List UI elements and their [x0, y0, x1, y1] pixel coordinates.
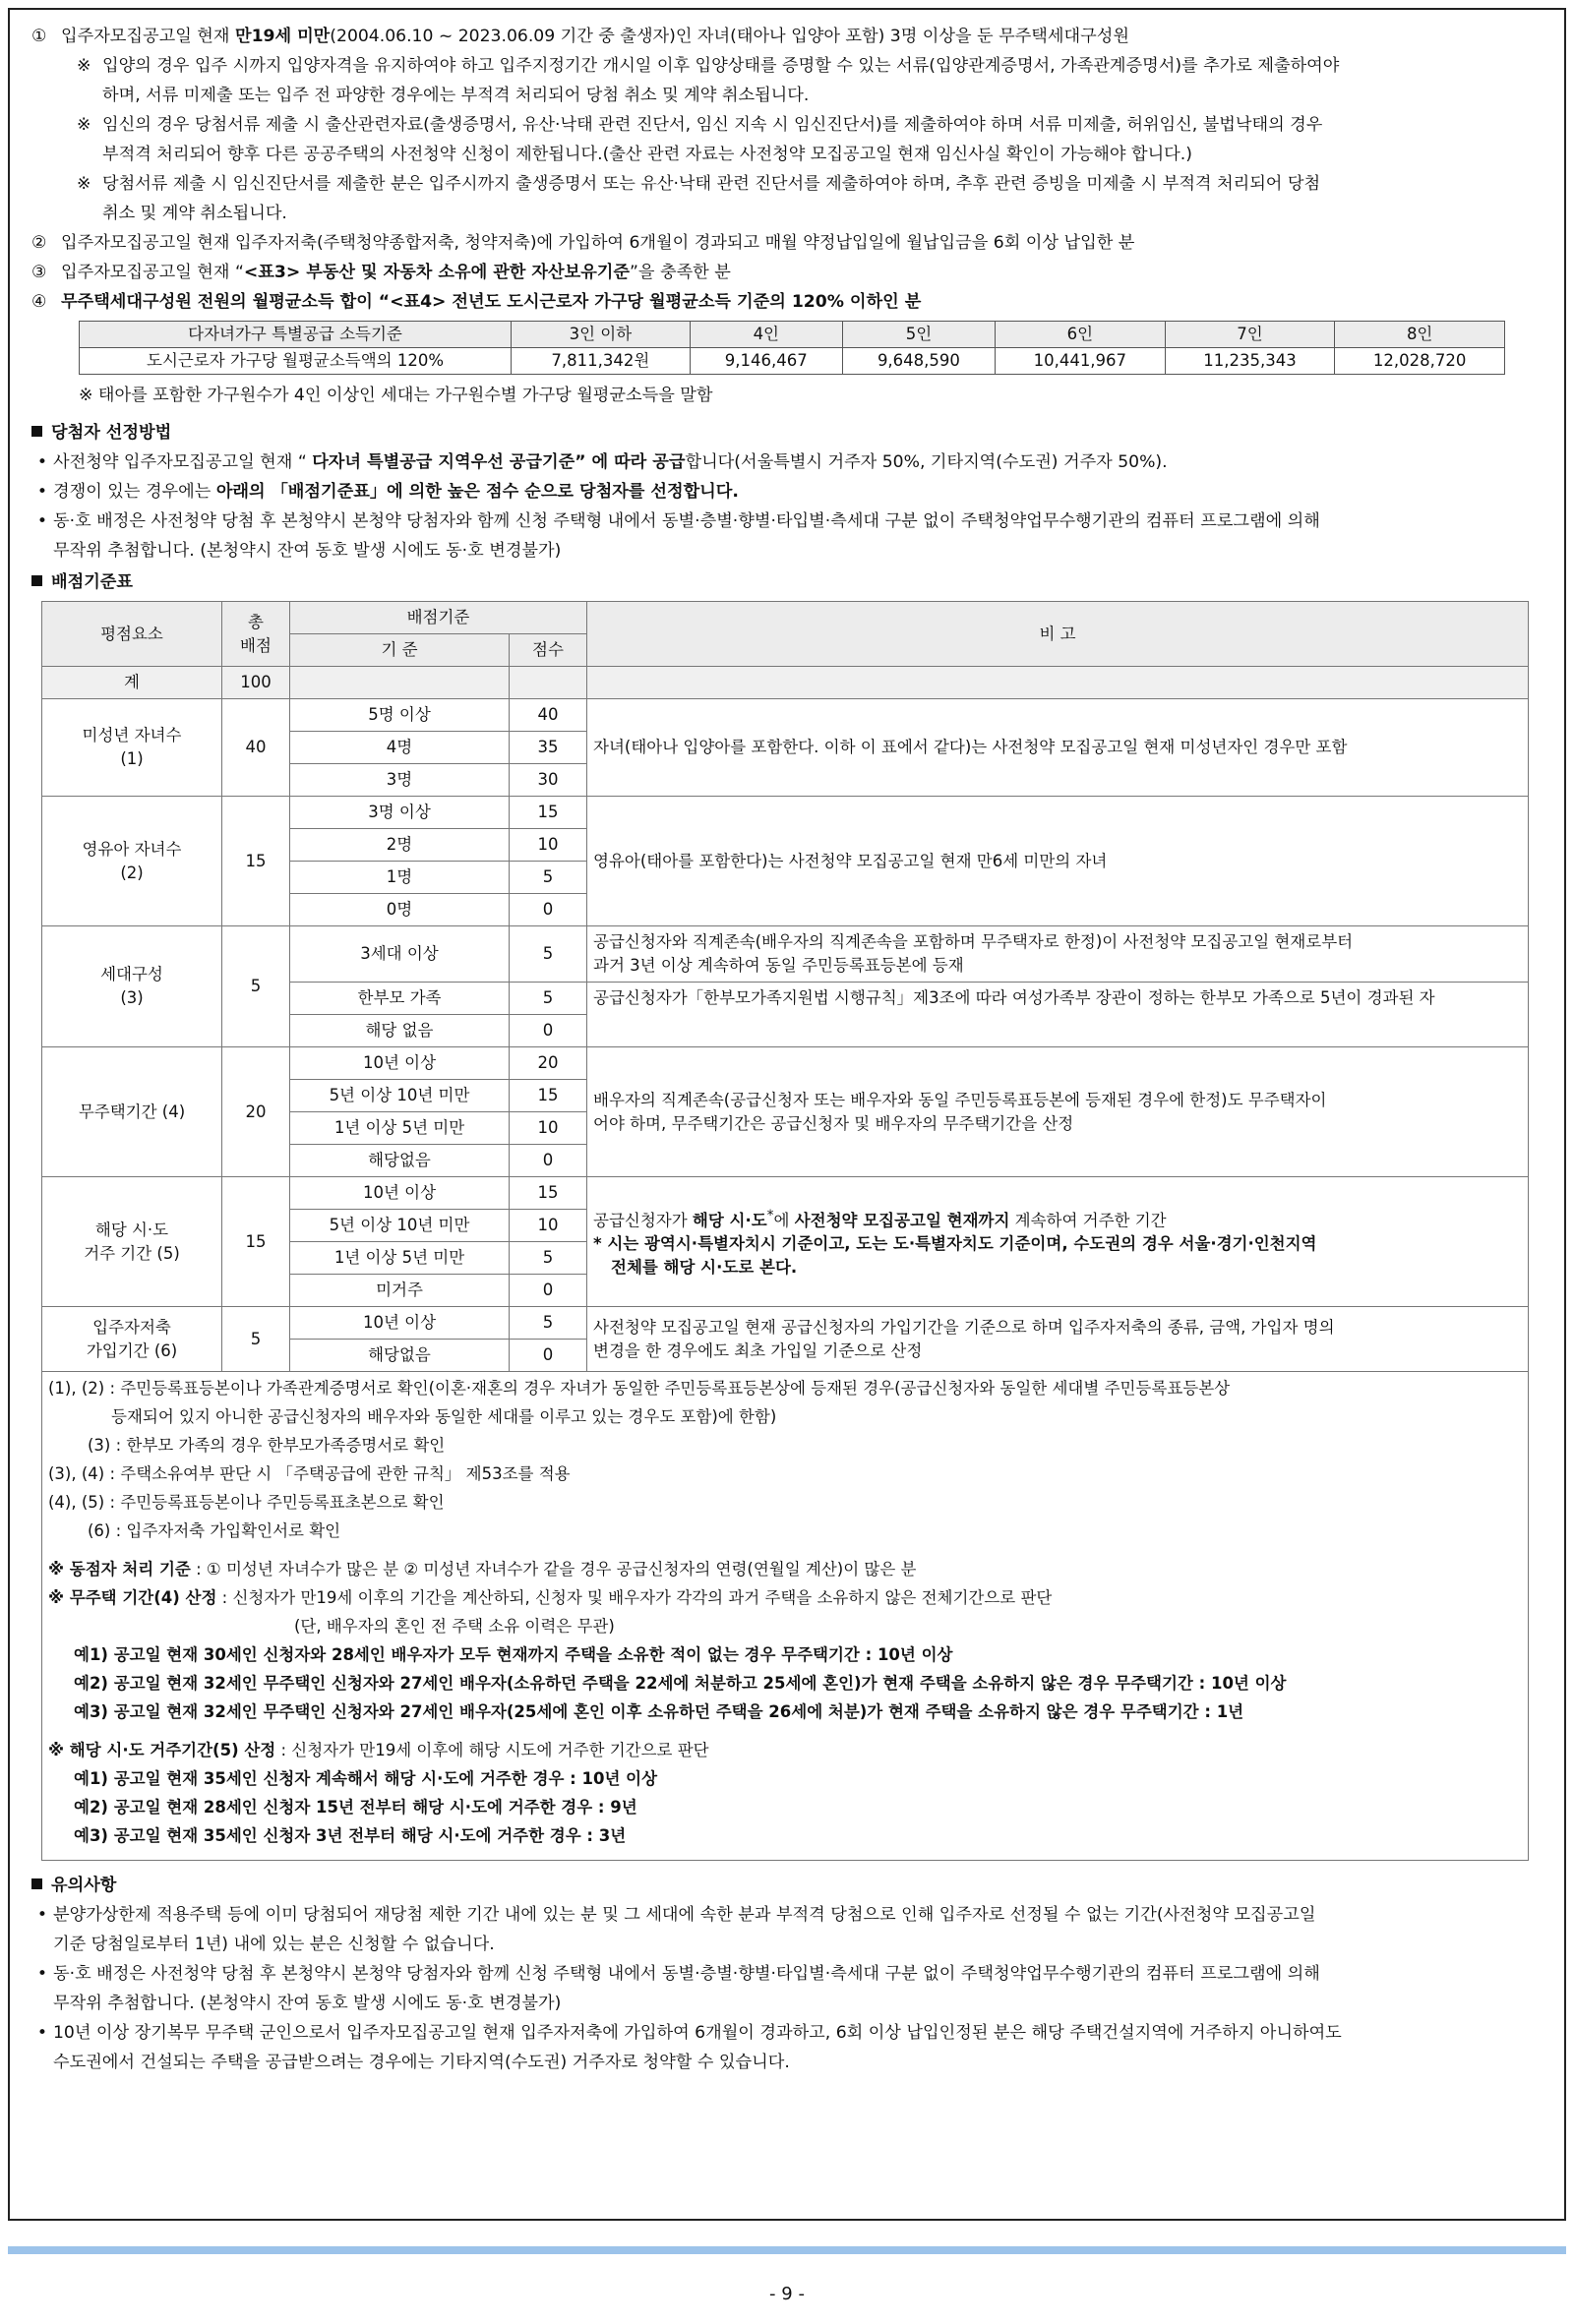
item-number: ① [31, 27, 47, 46]
score-criteria-table [41, 601, 1529, 1372]
table-row: 해당없음 0 [42, 1340, 1529, 1372]
item-text: 입주자모집공고일 현재 입주자저축(주택청약종합저축, 청약저축)에 가입하여 6개월이 경과되고 매월 약정납입일에 월납입금을 6회 이상 납입한 분 [61, 233, 1135, 253]
tie-breaker-rule: ※ 동점자 처리 기준 : ① 미성년 자녀수가 많은 분 ② 미성년 자녀수가 같을 경우 공급신청자의 연령(연월일 계산)이 많은 분 [48, 1560, 917, 1579]
table-row: 해당 시·도 거주 기간 (5) 15 10년 이상 15 공급신청자가 해당 시·도*에 사전청약 모집공고일 현재까지 계속하여 거주한 기간 * 시는 광역시·특별자치시 기준이고, 도는 도·특별자치도 기준이며, 수도권의 경우 서울·경기·인천지역 전체를 해당 시·도로 본다. [42, 1177, 1529, 1210]
table-row: 세대구성 (3) 5 3세대 이상 5 공급신청자와 직계존속(배우자의 직계존속을 포함하며 무주택자로 한정)이 사전청약 모집공고일 현재로부터 과거 3년 이상 계속하여 동일 주민등록표등본에 등재 [42, 926, 1529, 983]
caution-bullet-3: • 10년 이상 장기복무 무주택 군인으로서 입주자모집공고일 현재 입주자저축에 가입하여 6개월이 경과하고, 6회 이상 납입인정된 분은 해당 주택건설지역에 거주하지 아니하여도 수도권에서 건설되는 주택을 공급받으려는 경우에는 기타지역(수도권) 거주자로 청약할 수 있습니다. [31, 2018, 1546, 2077]
selection-bullet-3: • 동·호 배정은 사전청약 당첨 후 본청약시 본청약 당첨자와 함께 신청 주택형 내에서 동별·층별·향별·타입별·측세대 구분 없이 주택청약업무수행기관의 컴퓨터 프로그램에 의해 무작위 추첨합니다. (본청약시 잔여 동호 발생 시에도 동·호 변경불가) [31, 507, 1546, 566]
table-row: 해당없음 0 [42, 1145, 1529, 1177]
score-table-footnotes: (1), (2) : 주민등록표등본이나 가족관계증명서로 확인(이혼·재혼의 경우 자녀가 동일한 주민등록표등본상에 등재된 경우(공급신청자와 동일한 세대별 주민등록표등본상 등재되어 있지 아니한 공급신청자의 배우자와 동일한 세대를 이루고 있는 경우도 포함)에 한함) (3) : 한부모 가족의 경우 한부모가족증명서로 확인 (3), (4) : 주택소유여부 판단 시 「주택공급에 관한 규칙」 제53조를 적용 (4), (5) : 주민등록표등본이나 주민등록표초본으로 확인 (6) : 입주자저축 가입확인서로 확인 ※ 동점자 처리 기준 : ① 미성년 자녀수가 많은 분 ② 미성년 자녀수가 같을 경우 공급신청자의 연령(연월일 계산)이 많은 분 ※ 무주택 기간(4) 산정 : 신청자가 만19세 이후의 기간을 계산하되, 신청자 및 배우자가 각각의 과거 주택을 소유하지 않은 전체기간으로 판단 (단, 배우자의 혼인 전 주택 소유 이력은 무관) 예1) 공고일 현재 30세인 신청자와 28세인 배우자가 모두 현재까지 주택을 소유한 적이 없는 경우 무주택기간 : 10년 이상 예2) 공고일 현재 32세인 무주택인 신청자와 27세인 배우자(소유하던 주택을 22세에 처분하고 25세에 혼인)가 현재 주택을 소유하지 않은 경우 무주택기간 : 10년 이상 예3) 공고일 현재 32세인 무주택인 신청자와 27세인 배우자(25세에 혼인 이후 소유하던 주택을 26세에 처분)가 현재 주택을 소유하지 않은 경우 무주택기간 : 1년 ※ 해당 시·도 거주기간(5) 산정 : 신청자가 만19세 이후에 해당 시도에 거주한 기간으로 판단 예1) 공고일 현재 35세인 신청자 계속해서 해당 시·도에 거주한 경우 : 10년 이상 예2) 공고일 현재 28세인 신청자 15년 전부터 해당 시·도에 거주한 경우 : 9년 예3) 공고일 현재 35세인 신청자 3년 전부터 해당 시·도에 거주한 경우 : 3년 [41, 1372, 1529, 1861]
table-row: 4명 35 [42, 732, 1529, 764]
item-text: (2004.06.10 ~ 2023.06.09 기간 중 출생자)인 자녀(태아나 입양아 포함) 3명 이상을 둔 무주택세대구성원 [330, 27, 1129, 46]
income-standard-table [79, 321, 1505, 375]
bullet-dot-icon: • [36, 452, 48, 472]
caution-bullet-1: • 분양가상한제 적용주택 등에 이미 당첨되어 재당첨 제한 기간 내에 있는 분 및 그 세대에 속한 분과 부적격 당첨으로 인해 입주자로 선정될 수 없는 기간(사전청약 모집공고일 기준 당첨일로부터 1년) 내에 있는 분은 신청할 수 없습니다. [31, 1900, 1546, 1959]
bullet-dot-icon: • [36, 511, 48, 531]
bullet-dot-icon: • [36, 1964, 48, 1984]
table-row: 1년 이상 5년 미만 10 [42, 1112, 1529, 1145]
section-title-score: 배점기준표 [31, 567, 1546, 597]
table-row: 0명 0 [42, 894, 1529, 926]
document-page [8, 8, 1566, 2221]
table-row: 3명 30 [42, 764, 1529, 797]
example-item: 예2) 공고일 현재 32세인 무주택인 신청자와 27세인 배우자(소유하던 주택을 22세에 처분하고 25세에 혼인)가 현재 주택을 소유하지 않은 경우 무주택기간 : 10년 이상 [74, 1674, 1287, 1693]
table-row: 한부모 가족 5 공급신청자가「한부모가족지원법 시행규칙」제3조에 따라 여성가족부 장관이 정하는 한부모 가족으로 5년이 경과된 자 [42, 983, 1529, 1015]
example-item: 예2) 공고일 현재 28세인 신청자 15년 전부터 해당 시·도에 거주한 경우 : 9년 [74, 1798, 637, 1817]
residence-period-rule: ※ 해당 시·도 거주기간(5) 산정 : 신청자가 만19세 이후에 해당 시도에 거주한 기간으로 판단 [48, 1741, 709, 1759]
item-text: 입주자모집공고일 현재 [61, 27, 235, 46]
table-row: 무주택기간 (4) 20 10년 이상 20 배우자의 직계존속(공급신청자 또는 배우자와 동일 주민등록표등본에 등재된 경우에 한정)도 무주택자이 어야 하며, 무주택기간은 공급신청자 및 배우자의 무주택기간을 산정 [42, 1047, 1529, 1080]
section-title-caution: 유의사항 [31, 1871, 1546, 1900]
document-content [31, 22, 1546, 2077]
square-bullet-icon [31, 575, 42, 586]
page-number: - 9 - [769, 2284, 805, 2304]
table-row: 미거주 0 [42, 1275, 1529, 1307]
example-item: 예3) 공고일 현재 32세인 무주택인 신청자와 27세인 배우자(25세에 혼인 이후 소유하던 주택을 26세에 처분)가 현재 주택을 소유하지 않은 경우 무주택기간 : 1년 [74, 1702, 1244, 1721]
eligibility-item-4: ④ 무주택세대구성원 전원의 월평균소득 합이 “<표4> 전년도 도시근로자 가구당 월평균소득 기준의 120% 이하인 분 [31, 292, 922, 312]
eligibility-item-1 [31, 22, 1546, 51]
section-title-selection: 당첨자 선정방법 [31, 418, 1546, 447]
eligibility-item-3: ③ 입주자모집공고일 현재 “<표3> 부동산 및 자동차 소유에 관한 자산보유기준”을 충족한 분 [31, 263, 731, 282]
square-bullet-icon [31, 426, 42, 437]
selection-bullet-1: • 사전청약 입주자모집공고일 현재 “ 다자녀 특별공급 지역우선 공급기준” 에 따라 공급합니다(서울특별시 거주자 50%, 기타지역(수도권) 거주자 50%). [31, 447, 1546, 477]
pregnancy-note: ※ 임신의 경우 당첨서류 제출 시 출산관련자료(출생증명서, 유산·낙태 관련 진단서, 임신 지속 시 임신진단서)를 제출하여야 하며 서류 미제출, 허위임신, 불법낙태의 경우 부적격 처리되어 향후 다른 공공주택의 사전청약 신청이 제한됩니다.(출산 관련 자료는 사전청약 모집공고일 현재 임신사실 확인이 가능해야 합니다.) [77, 115, 1323, 164]
caution-bullet-2: • 동·호 배정은 사전청약 당첨 후 본청약시 본청약 당첨자와 함께 신청 주택형 내에서 동별·층별·향별·타입별·측세대 구분 없이 주택청약업무수행기관의 컴퓨터 프로그램에 의해 무작위 추첨합니다. (본청약시 잔여 동호 발생 시에도 동·호 변경불가) [31, 1959, 1546, 2018]
table-row: 2명 10 [42, 829, 1529, 862]
bullet-dot-icon: • [36, 2023, 48, 2043]
table-row: 미성년 자녀수 (1) 40 5명 이상 40 자녀(태아나 입양아를 포함한다. 이하 이 표에서 같다)는 사전청약 모집공고일 현재 미성년자인 경우만 포함 [42, 699, 1529, 732]
table-row: 도시근로자 가구당 월평균소득액의 120% 7,811,342원 9,146,467 9,648,590 10,441,967 11,235,343 12,028,720 [80, 348, 1505, 375]
example-item: 예1) 공고일 현재 35세인 신청자 계속해서 해당 시·도에 거주한 경우 : 10년 이상 [74, 1769, 658, 1788]
table-row: 해당 없음 0 [42, 1015, 1529, 1047]
header-factor: 평점요소 [42, 602, 222, 667]
item-text-bold: 만19세 미만 [234, 27, 331, 46]
table-row: 5년 이상 10년 미만 10 [42, 1210, 1529, 1242]
adoption-note: ※ 입양의 경우 입주 시까지 입양자격을 유지하여야 하고 입주지정기간 개시일 이후 입양상태를 증명할 수 있는 서류(입양관계증명서, 가족관계증명서)를 추가로 제출하여야 하며, 서류 미제출 또는 입주 전 파양한 경우에는 부적격 처리되어 당첨 취소 및 계약 취소됩니다. [77, 56, 1340, 105]
table-header-row: 다자녀가구 특별공급 소득기준 3인 이하 4인 5인 6인 7인 8인 [80, 322, 1505, 348]
bullet-dot-icon: • [36, 1905, 48, 1925]
table-header-row: 기 준 점수 [42, 634, 1529, 667]
example-item: 예3) 공고일 현재 35세인 신청자 3년 전부터 해당 시·도에 거주한 경우 : 3년 [74, 1826, 627, 1845]
bullet-dot-icon: • [36, 482, 48, 502]
table-header-row [42, 602, 1529, 634]
example-item: 예1) 공고일 현재 30세인 신청자와 28세인 배우자가 모두 현재까지 주택을 소유한 적이 없는 경우 무주택기간 : 10년 이상 [74, 1645, 953, 1664]
header-basis: 배점기준 [290, 602, 587, 634]
table-row: 1명 5 [42, 862, 1529, 894]
pregnancy-proof-note: ※ 당첨서류 제출 시 임신진단서를 제출한 분은 입주시까지 출생증명서 또는 유산·낙태 관련 진단서를 제출하여야 하며, 추후 관련 증빙을 미제출 시 부적격 처리되어 당첨 취소 및 계약 취소됩니다. [77, 174, 1321, 223]
income-table-note: ※ 태아를 포함한 가구원수가 4인 이상인 세대는 가구원수별 가구당 월평균소득을 말함 [79, 386, 713, 405]
square-bullet-icon [31, 1878, 42, 1889]
table-row-sum: 계 100 [42, 667, 1529, 699]
table-row: 5년 이상 10년 미만 15 [42, 1080, 1529, 1112]
selection-bullet-2: • 경쟁이 있는 경우에는 아래의 「배점기준표」에 의한 높은 점수 순으로 당첨자를 선정합니다. [31, 477, 1546, 507]
table-row: 1년 이상 5년 미만 5 [42, 1242, 1529, 1275]
table-row: 입주자저축 가입기간 (6) 5 10년 이상 5 사전청약 모집공고일 현재 공급신청자의 가입기간을 기준으로 하며 입주자저축의 종류, 금액, 가입자 명의 변경을 한 경우에도 최초 가입일 기준으로 산정 [42, 1307, 1529, 1340]
header-total: 총 배점 [222, 602, 290, 667]
footer-divider [8, 2246, 1566, 2254]
eligibility-item-2: ② 입주자모집공고일 현재 입주자저축(주택청약종합저축, 청약저축)에 가입하여 6개월이 경과되고 매월 약정납입일에 월납입금을 6회 이상 납입한 분 [31, 228, 1546, 258]
header-remark: 비 고 [587, 602, 1529, 667]
nohouse-period-rule: ※ 무주택 기간(4) 산정 : 신청자가 만19세 이후의 기간을 계산하되, 신청자 및 배우자가 각각의 과거 주택을 소유하지 않은 전체기간으로 판단 [48, 1588, 1053, 1607]
table-row: 영유아 자녀수 (2) 15 3명 이상 15 영유아(태아를 포함한다)는 사전청약 모집공고일 현재 만6세 미만의 자녀 [42, 797, 1529, 829]
